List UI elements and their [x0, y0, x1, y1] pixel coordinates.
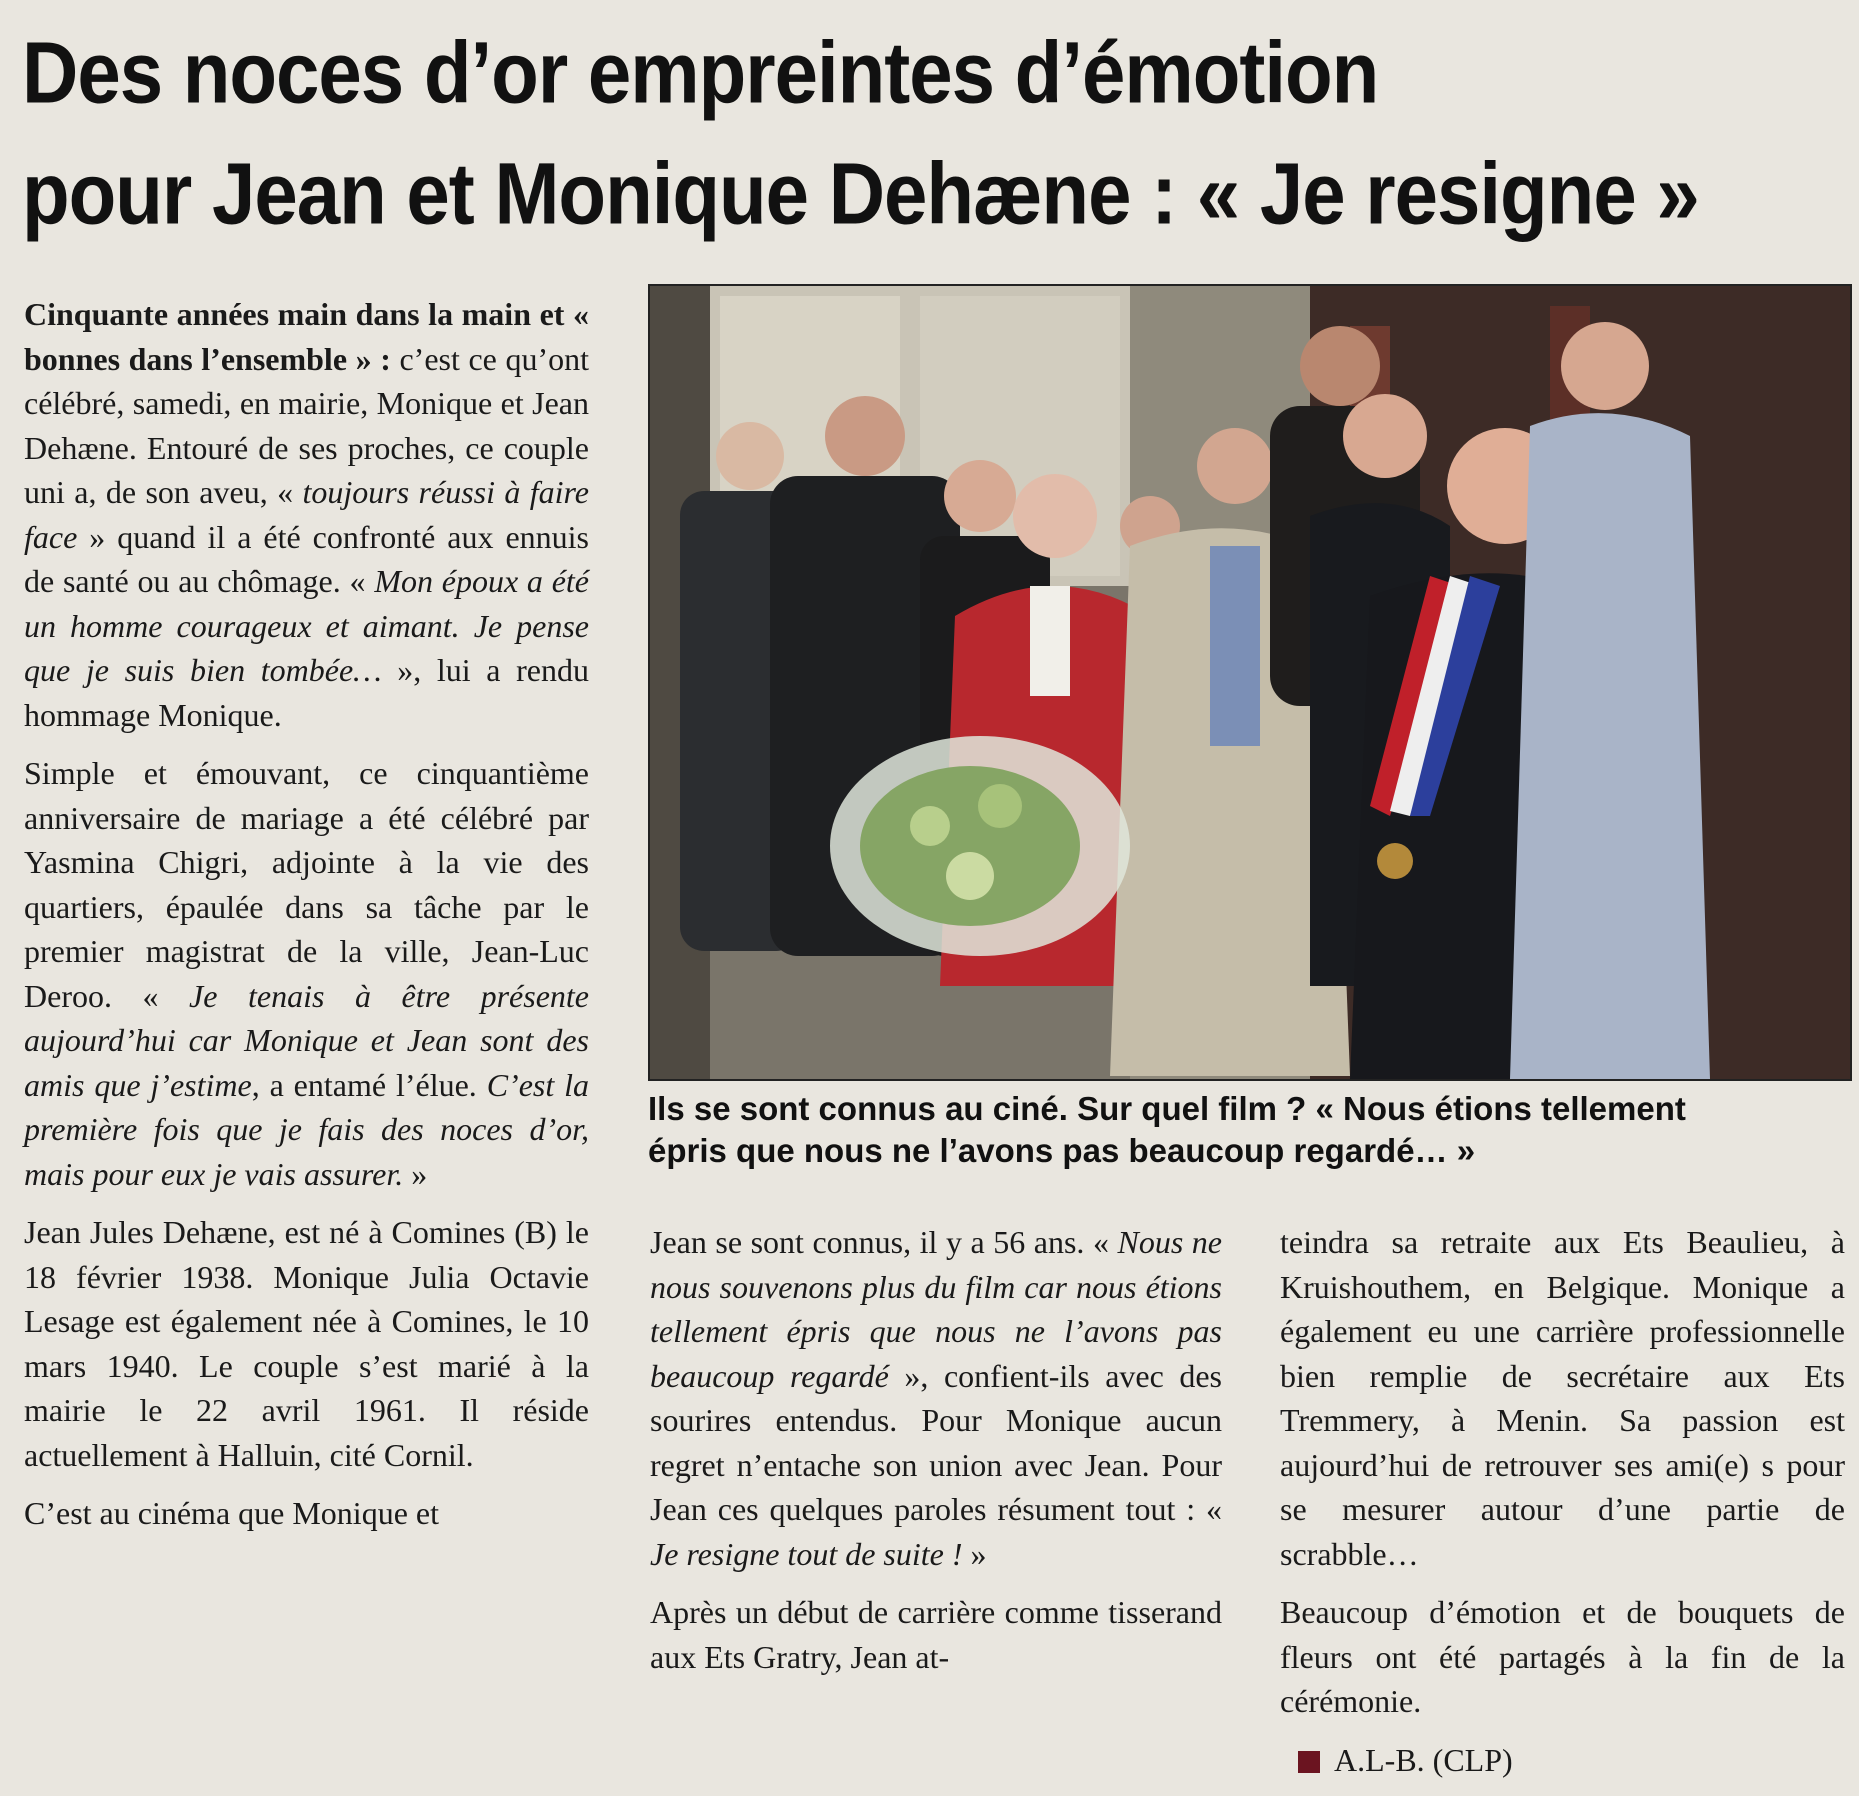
group-photo-illustration [650, 286, 1850, 1079]
photo-caption [648, 1088, 1853, 1172]
headline [22, 12, 1842, 254]
paragraph-5-start: Après un début de carrière comme tisserand aux Ets Gratry, Jean at- [650, 1594, 1222, 1675]
paragraph-5: teindra sa retraite aux Ets Beaulieu, à Kruishouthem, en Belgique. Monique a également eu une carrière professionnelle bien remplie de secrétaire aux Ets Tremmery, à Menin. Sa passion est aujourd’hui de retrouver ses ami(e) s pour se mesurer autour d’une partie de scrabble… [1280, 1224, 1845, 1572]
paragraph-2: Simple et émouvant, ce cinquantième anniversaire de mariage a été célébré par Yasmina Chigri, adjointe à la vie des quartiers, épaulée dans sa tâche par le premier magistrat de la ville, Jean-Luc Deroo. « Je tenais à être présente aujourd’hui car Monique et Jean sont des amis que j’estime, a entamé l’élue. C’est la première fois que je fais des noces d’or, mais pour eux je vais assurer. » [24, 755, 590, 1192]
signature-square-icon [1298, 1751, 1320, 1773]
byline [1280, 1738, 1845, 1783]
paragraph-4: Jean se sont connus, il y a 56 ans. « Nous ne nous souvenons plus du film car nous étions tellement épris que nous ne l’avons pas beaucoup regardé », confient-ils avec des sourires entendus. Pour Monique aucun regret n’entache son union avec Jean. Pour Jean ces quelques paroles résument tout : « Je resigne tout de suite ! » [650, 1224, 1222, 1572]
quote: Je resigne tout de suite ! [650, 1535, 963, 1572]
article-photo [648, 284, 1852, 1081]
caption-line-1: Ils se sont connus au ciné. Sur quel film ? « Nous étions tellement [648, 1090, 1686, 1127]
headline-line-2: pour Jean et Monique Dehæne : « Je resigne » [22, 144, 1699, 243]
quote: toujours réussi à faire face [24, 474, 590, 555]
lead-text: Cinquante années main dans la main et « bonnes dans l’ensemble » : [24, 296, 589, 377]
paragraph-4-start: C’est au cinéma que Monique et [24, 1495, 439, 1531]
article-column-3 [1280, 1220, 1845, 1796]
caption-line-2: épris que nous ne l’avons pas beaucoup regardé… » [648, 1132, 1476, 1169]
headline-line-1: Des noces d’or empreintes d’émotion [22, 23, 1379, 122]
paragraph-3: Jean Jules Dehæne, est né à Comines (B) le 18 février 1938. Monique Julia Octavie Lesage est également née à Comines, le 10 mars 1940. Le couple s’est marié à la mairie le 22 avril 1961. Il réside actuellement à Halluin, cité Cornil. [24, 1214, 589, 1473]
quote: Je tenais à être présente aujourd’hui car Monique et Jean sont des amis que j’estime [24, 977, 590, 1103]
article-column-2 [650, 1220, 1222, 1693]
quote: Mon époux a été un homme courageux et aimant. Je pense que je suis bien tombée… [24, 563, 590, 688]
article-column-1 [24, 292, 589, 1550]
paragraph-1: Cinquante années main dans la main et « bonnes dans l’ensemble » : c’est ce qu’ont célébré, samedi, en mairie, Monique et Jean Dehæne. Entouré de ses proches, ce couple uni a, de son aveu, « toujours réussi à faire face » quand il a été confronté aux ennuis de santé ou au chômage. « Mon époux a été un homme courageux et aimant. Je pense que je suis bien tombée… », lui a rendu hommage Monique. [24, 296, 590, 733]
signature: A.L-B. (CLP) [1334, 1741, 1513, 1778]
paragraph-6: Beaucoup d’émotion et de bouquets de fleurs ont été partagés à la fin de la cérémonie. [1280, 1594, 1845, 1719]
quote: C’est la première fois que je fais des noces d’or, mais pour eux je vais assurer. [24, 1066, 590, 1192]
quote: Nous ne nous souvenons plus du film car nous étions tellement épris que nous ne l’avons pas beaucoup regardé [650, 1224, 1222, 1394]
